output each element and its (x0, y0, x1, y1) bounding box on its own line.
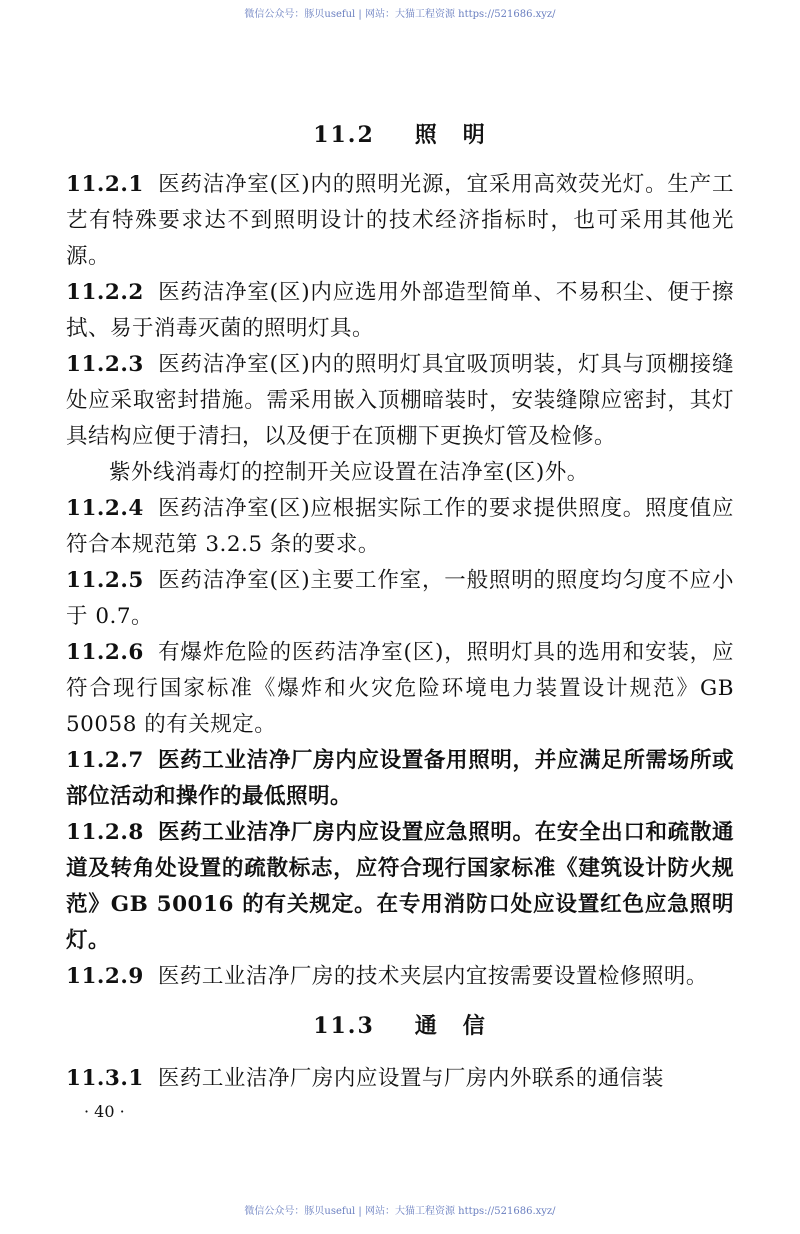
page-number: · 40 · (84, 1102, 125, 1121)
clause-number: 11.2.3 (66, 352, 144, 377)
clause-11-2-3-continued (66, 455, 734, 491)
clause-text: 有爆炸危险的医药洁净室(区)，照明灯具的选用和安装，应符合现行国家标准《爆炸和火灾危险环境电力装置设计规范》GB 50058 的有关规定。 (66, 640, 734, 737)
clause-11-3-1 (66, 1061, 734, 1097)
clause-text: 紫外线消毒灯的控制开关应设置在洁净室(区)外。 (109, 460, 589, 485)
clause-text: 医药洁净室(区)应根据实际工作的要求提供照度。照度值应符合本规范第 3.2.5 条的要求。 (66, 496, 734, 557)
watermark-footer: 微信公众号：豚贝useful | 网站：大猫工程资源 https://521686.xyz/ (244, 1206, 556, 1217)
clause-number: 11.3.1 (66, 1066, 144, 1091)
section-heading-11-3 (66, 1008, 734, 1044)
section-number: 11.2 (313, 122, 375, 148)
section-title: 照 明 (414, 122, 487, 148)
clause-number: 11.2.6 (66, 640, 144, 665)
clause-text: 医药工业洁净厂房内应设置应急照明。在安全出口和疏散通道及转角处设置的疏散标志，应符合现行国家标准《建筑设计防火规范》GB 50016 的有关规定。在专用消防口处应设置红色应急照明灯。 (66, 820, 734, 953)
clause-number: 11.2.2 (66, 280, 144, 305)
clause-text: 医药洁净室(区)内的照明光源，宜采用高效荧光灯。生产工艺有特殊要求达不到照明设计的技术经济指标时，也可采用其他光源。 (66, 172, 734, 269)
clause-text: 医药工业洁净厂房的技术夹层内宜按需要设置检修照明。 (157, 964, 708, 989)
clause-11-2-9 (66, 959, 734, 995)
watermark-header: 微信公众号：豚贝useful | 网站：大猫工程资源 https://521686.xyz/ (244, 9, 556, 20)
section-heading-11-2 (66, 117, 734, 153)
clause-text: 医药洁净室(区)主要工作室，一般照明的照度均匀度不应小于 0.7。 (66, 568, 734, 629)
clause-text: 医药洁净室(区)内应选用外部造型简单、不易积尘、便于擦拭、易于消毒灭菌的照明灯具。 (66, 280, 734, 341)
clause-11-2-5 (66, 563, 734, 635)
clause-number: 11.2.9 (66, 964, 144, 989)
clause-number: 11.2.4 (66, 496, 144, 521)
clause-number: 11.2.5 (66, 568, 144, 593)
section-number: 11.3 (313, 1013, 375, 1039)
clause-11-2-7 (66, 743, 734, 815)
clause-11-2-6 (66, 635, 734, 743)
clause-11-2-1 (66, 167, 734, 275)
clause-11-2-8 (66, 815, 734, 959)
clause-number: 11.2.7 (66, 748, 144, 773)
clause-11-2-4 (66, 491, 734, 563)
clause-11-2-3 (66, 347, 734, 455)
clause-11-2-2 (66, 275, 734, 347)
clause-number: 11.2.8 (66, 820, 144, 845)
clause-number: 11.2.1 (66, 172, 144, 197)
document-body (66, 117, 734, 1123)
section-title: 通 信 (414, 1013, 487, 1039)
clause-text: 医药工业洁净厂房内应设置与厂房内外联系的通信装 (157, 1066, 664, 1091)
clause-text: 医药洁净室(区)内的照明灯具宜吸顶明装，灯具与顶棚接缝处应采取密封措施。需采用嵌入顶棚暗装时，安装缝隙应密封，其灯具结构应便于清扫，以及便于在顶棚下更换灯管及检修。 (66, 352, 734, 449)
clause-text: 医药工业洁净厂房内应设置备用照明，并应满足所需场所或部位活动和操作的最低照明。 (66, 748, 734, 809)
